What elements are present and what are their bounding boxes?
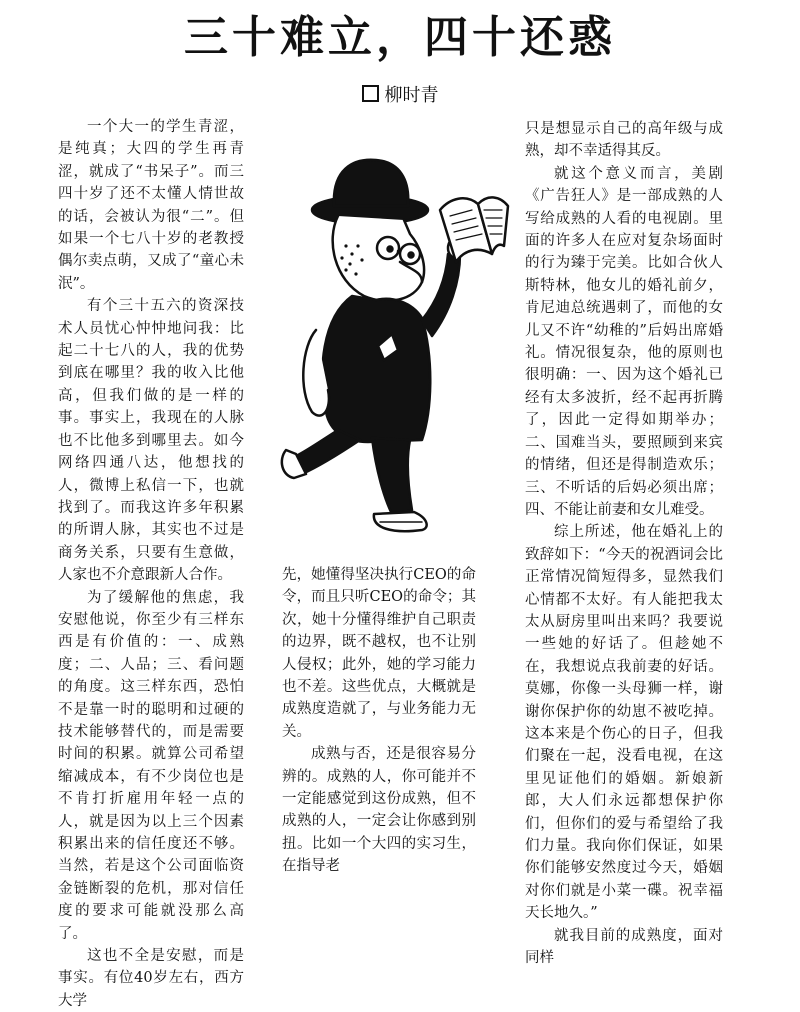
paragraph: 就这个意义而言，美剧《广告狂人》是一部成熟的人写给成熟的人看的电视剧。里面的许多人在应对复杂场面时的行为臻于完美。比如合伙人斯特林，他女儿的婚礼前夕，肯尼迪总统遇刺了，而他的女儿又不许“幼稚的”后妈出席婚礼。情况很复杂，他的原则也很明确：一、因为这个婚礼已经有太多波折，经不起再折腾了，因此一定得如期举办；二、国难当头，要照顾到来宾的情绪，但还是得制造欢乐；三、不听话的后妈必须出席；四、不能让前妻和女儿难受。 xyxy=(525,165,723,518)
reading-man-illustration xyxy=(272,150,512,540)
text-column-3 xyxy=(525,118,723,967)
paragraph: 为了缓解他的焦虑，我安慰他说，你至少有三样东西是有价值的：一、成熟度；二、人品；三、看问题的角度。这三样东西，恐怕不是靠一时的聪明和过硬的技术能够替代的，而是需要时间的积累。就算公司希望缩减成本，有不少岗位也是不肯打折雇用年轻一点的人，就是因为以上三个因素积累出来的信任度还不够。当然，若是这个公司面临资金链断裂的危机，那对信任度的要求可能就没那么高了。 xyxy=(58,589,244,942)
paragraph: 这也不全是安慰，而是事实。有位40岁左右，西方大学 xyxy=(58,948,244,1009)
paragraph: 成熟与否，还是很容易分辨的。成熟的人，你可能并不一定能感觉到这份成熟，但不成熟的人，一定会让你感到别扭。比如一个大四的实习生，在指导老 xyxy=(282,746,476,875)
text-column-2 xyxy=(282,564,476,875)
paragraph: 综上所述，他在婚礼上的致辞如下：“今天的祝酒词会比正常情况简短得多，显然我们心情都不太好。有人能把我太太从厨房里叫出来吗？我要说一些她的好话了。但趁她不在，我想说点我前妻的好话。莫娜，你像一头母狮一样，谢谢你保护你的幼崽不被吃掉。这本来是个伤心的日子，但我们聚在一起，没看电视，在这里见证他们的婚姻。新娘新郎，大人们永远都想保护你们，但你们的爱与希望给了我们力量。我向你们保证，如果你们能够安然度过今天，婚姻对你们就是小菜一碟。祝幸福天长地久。” xyxy=(525,524,723,922)
text-column-1 xyxy=(58,116,244,1009)
paragraph: 先，她懂得坚决执行CEO的命令，而且只听CEO的命令；其次，她十分懂得维护自己职责的边界，既不越权，也不让别人侵权；此外，她的学习能力也不差。这些优点，大概就是成熟度造就了，与业务能力无关。 xyxy=(282,567,476,740)
paragraph: 有个三十五六的资深技术人员忧心忡忡地问我：比起二十七八的人，我的优势到底在哪里？我的收入比他高，但我们做的是一样的事。事实上，我现在的人脉也不比他多到哪里去。如今网络四通八达，他想找的人，微博上私信一下，也就找到了。而我这许多年积累的所谓人脉，其实也不过是商务关系，只要有生意做，人家也不介意跟新人合作。 xyxy=(58,298,244,584)
article-title: 三十难立，四十还惑 xyxy=(184,12,616,63)
author-name: 柳时青 xyxy=(384,85,439,106)
paragraph: 只是想显示自己的高年级与成熟，却不幸适得其反。 xyxy=(525,121,723,160)
paragraph: 一个大一的学生青涩，是纯真；大四的学生再青涩，就成了“书呆子”。而三四十岁了还不太懂人情世故的话，会被认为很“二”。但如果一个七八十岁的老教授偶尔卖点萌，又成了“童心未泯”。 xyxy=(58,119,244,292)
square-icon xyxy=(362,85,379,102)
byline xyxy=(0,84,800,108)
paragraph: 就我目前的成熟度，面对同样 xyxy=(525,927,723,967)
